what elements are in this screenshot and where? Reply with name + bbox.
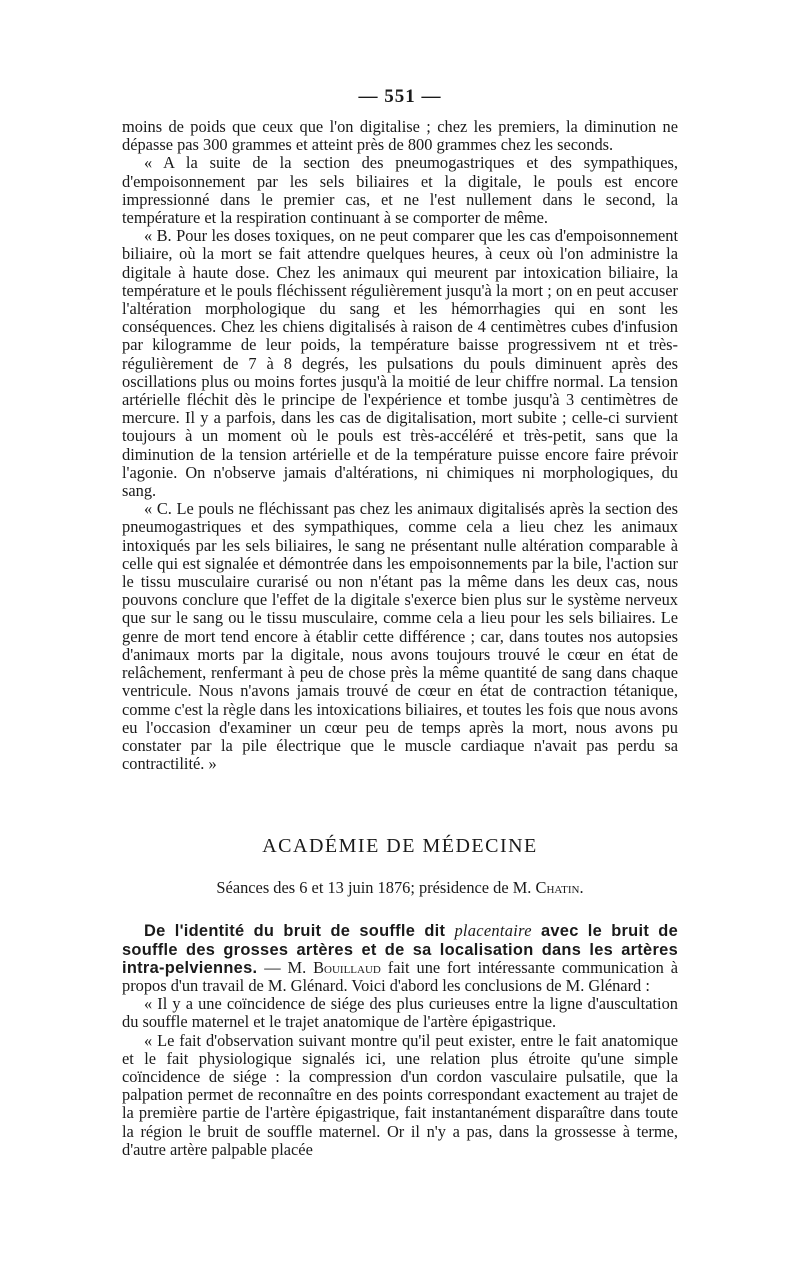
paragraph-top-2: « A la suite de la section des pneumogastriques et des sympathiques, d'empoisonnement par les sels biliaires et la digitale, le pouls est encore impressionné dans le premier cas, et ne l'est nullement dans le second, la température et la respiration continuant à se comporter de même. bbox=[122, 153, 678, 228]
paragraph-top-3: « B. Pour les doses toxiques, on ne peut comparer que les cas d'empoisonnement biliaire, où la mort se fait attendre quelques heures, à ceux où l'on administre la digitale à haute dose. Chez les animaux qui meurent par intoxication biliaire, la température et le pouls fléchissent régulièrement jusqu'à la mort ; on en peut accuser l'altération morphologique du sang et les hémorrhagies qui en sont les conséquences. Chez les chiens digitalisés à raison de 4 centimètres cubes d'infusion par kilogramme de leur poids, la température baisse progressivem nt et très-régulièrement de 7 à 8 degrés, les pulsations du pouls diminuent après des oscillations plus ou moins fortes jusqu'à la moitié de leur chiffre normal. La tension artérielle fléchit dès le principe de l'expérience et tombe jusqu'à 3 centimètres de mercure. Il y a parfois, dans les cas de digitalisation, mort subite ; celle-ci survient toujours à un moment où le pouls est très-accéléré et très-petit, sans que la diminution de la tension artérielle et de la température puisse encore faire prévoir l'agonie. On n'observe jamais d'altérations, ni chimiques ni morphologiques, du sang. bbox=[122, 226, 678, 501]
session-line bbox=[122, 878, 678, 898]
article-intro bbox=[122, 922, 678, 995]
article-title-part1: De l'identité du bruit de souffle dit bbox=[144, 922, 455, 941]
article-dash: — M. bbox=[257, 957, 314, 977]
paragraph-bottom-2: « Le fait d'observation suivant montre qu'il peut exister, entre le fait anatomique et le fait physiologique signalés ici, une relation plus étroite qu'une simple coïncidence de siége : la compression d'un cordon vasculaire pulsatile, que la palpation permet de reconnaître en des points correspondant exactement au trajet de la première partie de l'artère épigastrique, fait instantanément disparaître dans toute la région le bruit de souffle maternel. Or il n'y a pas, dans la grossesse à terme, d'autre artère palpable placée bbox=[122, 1030, 678, 1159]
paragraph-top-1: moins de poids que ceux que l'on digitalise ; chez les premiers, la diminution ne dépasse pas 300 grammes et atteint près de 800 grammes chez les seconds. bbox=[122, 117, 678, 155]
article-author: Bouillaud bbox=[313, 957, 381, 977]
section-heading: ACADÉMIE DE MÉDECINE bbox=[262, 835, 538, 858]
article-title-part2: avec le bruit de souffle des grosses artères et de sa localisation dans les artères intra-pelviennes. bbox=[122, 922, 678, 977]
session-suffix: . bbox=[579, 878, 584, 898]
article-title-italic: placentaire bbox=[454, 921, 532, 941]
page-number: — 551 — bbox=[358, 86, 442, 107]
article-intro-text: fait une fort intéressante communication à propos d'un travail de M. Glénard. Voici d'abord les conclusions de M. Glénard : bbox=[122, 957, 678, 995]
session-prefix: Séances des 6 et 13 juin 1876; présidence de M. bbox=[216, 878, 536, 898]
paragraph-bottom-1: « Il y a une coïncidence de siége des plus curieuses entre la ligne d'auscultation du souffle maternel et le trajet anatomique de l'artère épigastrique. bbox=[122, 994, 678, 1032]
paragraph-top-4: « C. Le pouls ne fléchissant pas chez les animaux digitalisés après la section des pneumogastriques et des sympathiques, comme cela a lieu chez les animaux intoxiqués par les sels biliaires, le sang ne présentant nulle altération comparable à celle qui est signalée et démontrée dans les empoisonnements par la bile, l'action sur le tissu musculaire curarisé ou non n'étant pas la même dans les deux cas, nous pouvons conclure que l'effet de la digitale s'exerce bien plus sur le système nerveux que sur le sang ou le tissu musculaire, comme cela a lieu pour les sels biliaires. Le genre de mort tend encore à établir cette différence ; car, dans toutes nos autopsies d'animaux morts par la digitale, nous avons toujours trouvé le cœur en état de relâchement, renfermant à peu de chose près la même quantité de sang dans chaque ventricule. Nous n'avons jamais trouvé de cœur en état de contraction tétanique, comme c'est la règle dans les intoxications biliaires, et toutes les fois que nous avons eu l'occasion d'examiner un cœur peu de temps après la mort, nous avons pu constater par la pile électrique que le muscle cardiaque n'avait pas perdu sa contractilité. » bbox=[122, 499, 678, 774]
session-president: Chatin bbox=[535, 878, 580, 898]
